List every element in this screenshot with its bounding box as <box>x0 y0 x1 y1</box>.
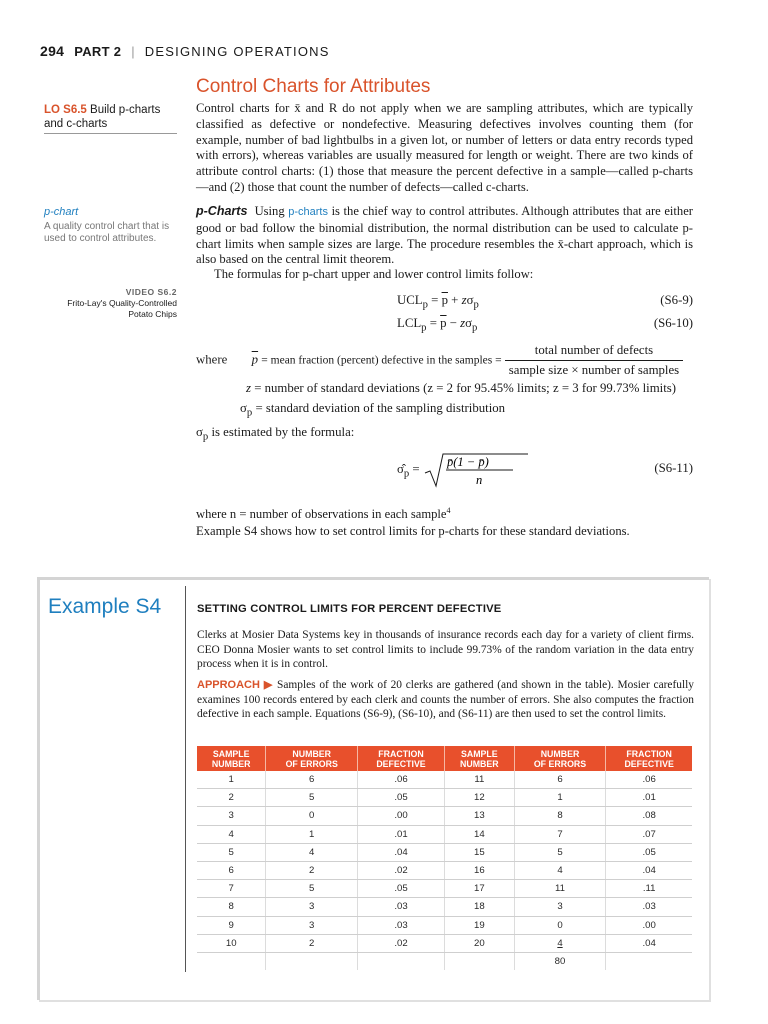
example-intro: Clerks at Mosier Data Systems key in thousands of insurance records each day for a variety of client firms. CEO Donna Mosier wants to set control limits to include 99.73% of the random variation in the data entry process when it is in control. <box>197 629 694 670</box>
table-row <box>197 934 692 952</box>
example-approach <box>197 678 694 722</box>
table-cell <box>358 952 445 970</box>
table-cell: 10 <box>197 934 266 952</box>
table-cell: .04 <box>606 934 692 952</box>
table-cell <box>444 952 514 970</box>
pbar-fraction <box>505 343 683 378</box>
sigma-formula: $\sigmâ_p$ = p̄(1 − p̄) n <box>397 451 533 489</box>
table-cell: 3 <box>514 898 606 916</box>
table-cell <box>197 952 266 970</box>
table-cell: .01 <box>606 789 692 807</box>
table-cell: .03 <box>358 916 445 934</box>
pcharts-paragraph <box>196 204 693 268</box>
ucl-equation: $UCL_p = \overline{p} + z\sigma_p$ <box>397 293 479 311</box>
page-number: 294 <box>40 43 65 59</box>
where-label: where <box>196 352 228 367</box>
lo-divider <box>44 133 177 134</box>
sigma-estimate-line: $\sigma_p$ is estimated by the formula: <box>196 425 355 443</box>
example-divider <box>185 586 186 972</box>
table-cell: .01 <box>358 825 445 843</box>
footnote-mark: 4 <box>446 506 451 515</box>
video-label: VIDEO S6.2 <box>125 287 177 297</box>
table-cell: .02 <box>358 934 445 952</box>
lo-text: Build p-charts and c-charts <box>44 104 161 130</box>
lcl-equation: $LCL_p = \overline{p} - z\sigma_p$ <box>397 316 478 334</box>
table-row <box>197 861 692 879</box>
table-header-row <box>197 746 692 771</box>
table-header-cell: SAMPLE NUMBER <box>197 746 266 771</box>
table-cell: 15 <box>444 843 514 861</box>
table-cell: .04 <box>606 861 692 879</box>
table-header-cell: NUMBER OF ERRORS <box>514 746 606 771</box>
example-title: SETTING CONTROL LIMITS FOR PERCENT DEFECTIVE <box>197 603 502 615</box>
table-cell: 6 <box>197 861 266 879</box>
table-cell: .06 <box>606 771 692 789</box>
table-cell: 6 <box>266 771 358 789</box>
table-cell: .03 <box>606 898 692 916</box>
table-cell: .05 <box>358 789 445 807</box>
glossary-term: p-chart <box>44 206 79 218</box>
pcharts-using: Using <box>254 204 285 218</box>
sqrt-formula <box>423 451 533 489</box>
table-cell: .05 <box>606 843 692 861</box>
table-header-cell: FRACTION DEFECTIVE <box>606 746 692 771</box>
table-cell: .07 <box>606 825 692 843</box>
table-cell: 11 <box>514 880 606 898</box>
table-cell: 9 <box>197 916 266 934</box>
table-cell: 4 <box>514 934 606 952</box>
table-cell: 5 <box>197 843 266 861</box>
table-row <box>197 880 692 898</box>
table-cell: 7 <box>514 825 606 843</box>
pbar-definition: where $\overline{p}$ = mean fraction (percent) defective in the samples = $\frac{\text{total number of defects}}{\text{sample size × number of samples}}$ <box>196 343 683 378</box>
approach-text: Samples of the work of 20 clerks are gathered (and shown in the table). Mosier carefully examines 100 records entered by each clerk and counts the number of errors. She also computes the fraction defective in each sample. Equations (S6-9), (S6-10), and (S6-11) are then used to set the control limits. <box>197 679 694 720</box>
error-data-table <box>197 746 692 970</box>
pcharts-heading: p-Charts <box>196 204 248 218</box>
table-cell: 11 <box>444 771 514 789</box>
table-cell: 7 <box>197 880 266 898</box>
table-cell: 13 <box>444 807 514 825</box>
table-cell: .08 <box>606 807 692 825</box>
sigma-text: = standard deviation of the sampling distribution <box>255 401 506 415</box>
learning-objective <box>44 103 177 131</box>
table-row <box>197 843 692 861</box>
table-cell: 0 <box>514 916 606 934</box>
table-cell: 14 <box>444 825 514 843</box>
section-title: Control Charts for Attributes <box>196 76 431 97</box>
fraction-numerator: total number of defects <box>505 343 683 361</box>
errors-total: 80 <box>514 952 606 970</box>
approach-label: APPROACH ▶ <box>197 679 274 691</box>
table-cell: .02 <box>358 861 445 879</box>
table-cell <box>266 952 358 970</box>
table-row <box>197 771 692 789</box>
table-row <box>197 898 692 916</box>
table-cell: 18 <box>444 898 514 916</box>
part-label: PART 2 <box>74 44 122 59</box>
table-row <box>197 916 692 934</box>
eq-number-s6-11: (S6-11) <box>654 461 693 475</box>
fraction-denominator: sample size × number of samples <box>508 363 680 377</box>
video-reference[interactable] <box>44 287 177 320</box>
where-n-line: where n = number of observations in each sample$^4$ <box>196 506 451 522</box>
table-body <box>197 771 692 970</box>
table-total-row <box>197 952 692 970</box>
table-cell: 3 <box>197 807 266 825</box>
table-cell: 12 <box>444 789 514 807</box>
table-cell: 1 <box>197 771 266 789</box>
intro-paragraph: Control charts for x̄ and R do not apply when we are sampling attributes, which are typically classified as defective or nondefective. Measuring defectives involves counting them (for example, number of bad lightbulbs in a given lot, or number of letters or data entry records typed with errors), whereas variables are usually measured for length or weight. There are two kinds of attribute control charts: (1) those that measure the percent defective in a sample—called p-charts—and (2) those that count the number of defects—called c-charts. <box>196 101 693 194</box>
sigma-estimated-text: is estimated by the formula: <box>211 425 355 439</box>
table-cell: .04 <box>358 843 445 861</box>
table-cell <box>606 952 692 970</box>
table-cell: 3 <box>266 898 358 916</box>
table-cell: 19 <box>444 916 514 934</box>
table-cell: 5 <box>266 789 358 807</box>
z-text: = number of standard deviations (z = 2 for 95.45% limits; z = 3 for 99.73% limits) <box>254 381 677 395</box>
table-cell: .00 <box>358 807 445 825</box>
table-cell: 4 <box>514 861 606 879</box>
table-cell: .03 <box>358 898 445 916</box>
table-cell: 16 <box>444 861 514 879</box>
table-cell: .00 <box>606 916 692 934</box>
table-cell: 5 <box>514 843 606 861</box>
example-label: Example S4 <box>48 595 162 618</box>
table-cell: 2 <box>266 861 358 879</box>
svg-text:n: n <box>475 473 483 487</box>
table-cell: 5 <box>266 880 358 898</box>
table-cell: 6 <box>514 771 606 789</box>
table-row <box>197 825 692 843</box>
table-cell: .06 <box>358 771 445 789</box>
table-cell: 0 <box>266 807 358 825</box>
table-cell: 3 <box>266 916 358 934</box>
z-definition: z = number of standard deviations (z = 2 for 95.45% limits; z = 3 for 99.73% limits) <box>246 381 677 395</box>
margin-glossary <box>44 206 177 245</box>
glossary-definition: A quality control chart that is used to control attributes. <box>44 221 170 244</box>
example-reference: Example S4 shows how to set control limits for p-charts for these standard deviations. <box>196 524 630 538</box>
table-header-cell: SAMPLE NUMBER <box>444 746 514 771</box>
table-cell: 2 <box>197 789 266 807</box>
table-header-cell: NUMBER OF ERRORS <box>266 746 358 771</box>
table-row <box>197 789 692 807</box>
table-cell: 8 <box>197 898 266 916</box>
video-title: Frito-Lay's Quality-Controlled Potato Chips <box>67 298 177 319</box>
table-cell: 8 <box>514 807 606 825</box>
header-separator: | <box>131 44 135 59</box>
sigma-definition: $\sigma_p$ = standard deviation of the sampling distribution <box>240 401 506 419</box>
pcharts-text: is the chief way to control attributes. Although attributes that are either good or bad follow the binomial distribution, the normal distribution can be used to calculate p-chart limits when sample sizes are large. The procedure resembles the x̄-chart approach, which is also based on the central limit theorem. <box>196 204 693 267</box>
table-cell: 2 <box>266 934 358 952</box>
eq-number-s6-10: (S6-10) <box>653 316 693 330</box>
part-title: DESIGNING OPERATIONS <box>144 44 330 59</box>
table-cell: 4 <box>266 843 358 861</box>
pcharts-link[interactable]: p-charts <box>288 206 328 218</box>
lo-id: LO S6.5 <box>44 104 87 116</box>
table-header-cell: FRACTION DEFECTIVE <box>358 746 445 771</box>
table-cell: .05 <box>358 880 445 898</box>
eq-number-s6-9: (S6-9) <box>660 293 693 307</box>
table-cell: 20 <box>444 934 514 952</box>
table-cell: 4 <box>197 825 266 843</box>
formulas-intro: The formulas for p-chart upper and lower control limits follow: <box>214 267 534 281</box>
table-cell: .11 <box>606 880 692 898</box>
table-cell: 1 <box>266 825 358 843</box>
pbar-text: = mean fraction (percent) defective in the samples = <box>261 354 502 367</box>
running-head <box>40 43 330 59</box>
table-cell: 17 <box>444 880 514 898</box>
table-cell: 1 <box>514 789 606 807</box>
table-row <box>197 807 692 825</box>
svg-text:p̄(1 − p̄): p̄(1 − p̄) <box>446 455 489 469</box>
